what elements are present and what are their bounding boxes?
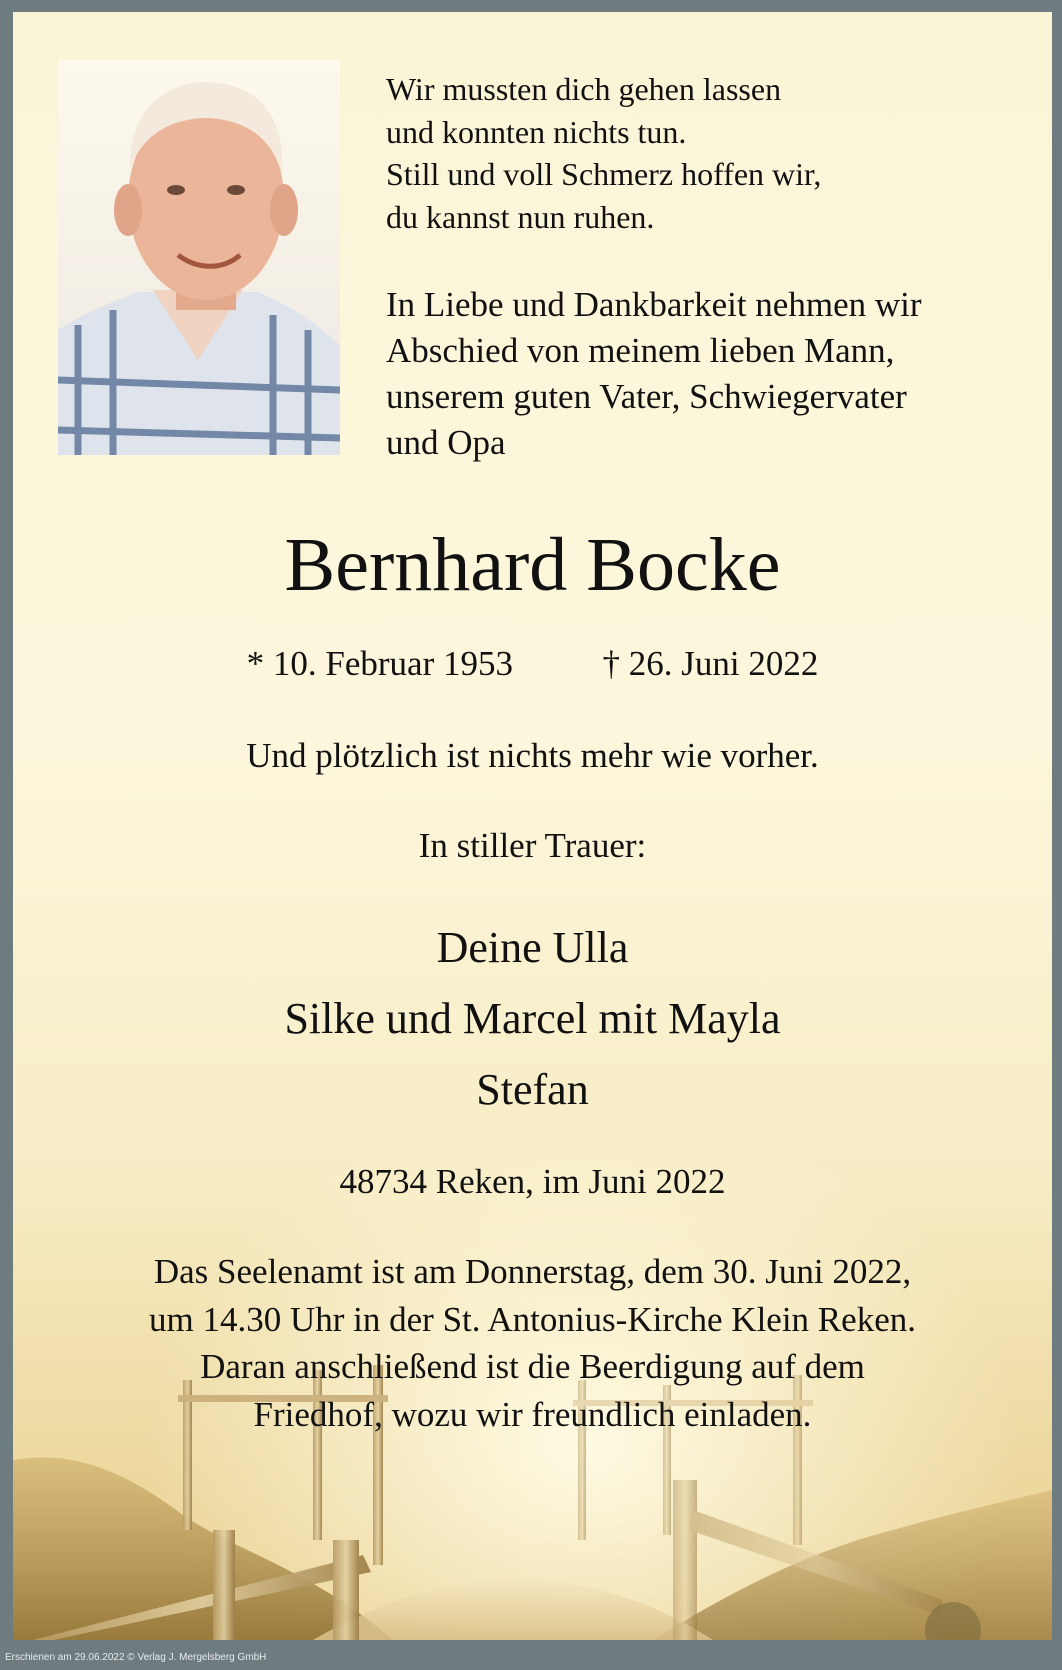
motto-text: Und plötzlich ist nichts mehr wie vorher. <box>246 736 819 775</box>
family-member: Stefan <box>476 1065 589 1114</box>
poem-line: du kannst nun ruhen. <box>386 198 655 235</box>
farewell-text <box>386 282 922 466</box>
poem-line: Still und voll Schmerz hoffen wir, <box>386 156 822 192</box>
life-dates <box>13 642 1052 686</box>
deceased-name: Bernhard Bocke <box>284 523 781 607</box>
family-member: Silke und Marcel mit Mayla <box>284 994 781 1043</box>
poem-text <box>386 68 821 238</box>
mourning-heading: In stiller Trauer: <box>418 826 647 865</box>
service-info <box>13 1248 1052 1438</box>
birth-date: * 10. Februar 1953 <box>246 644 513 683</box>
service-line: Friedhof, wozu wir freundlich einladen. <box>253 1394 812 1434</box>
farewell-line: Abschied von meinem lieben Mann, <box>386 331 895 370</box>
farewell-line: und Opa <box>386 423 506 462</box>
portrait-photo <box>58 60 340 455</box>
publication-credit: Erschienen am 29.06.2022 © Verlag J. Mergelsberg GmbH <box>5 1652 267 1663</box>
place-date: 48734 Reken, im Juni 2022 <box>339 1162 726 1201</box>
service-line: Das Seelenamt ist am Donnerstag, dem 30. Juni 2022, <box>153 1252 912 1291</box>
poem-line: Wir mussten dich gehen lassen <box>386 71 782 107</box>
family-list <box>13 912 1052 1125</box>
portrait-illustration <box>58 60 340 455</box>
poem-line: und konnten nichts tun. <box>386 113 687 150</box>
service-line: um 14.30 Uhr in der St. Antonius-Kirche Klein Reken. <box>149 1299 916 1339</box>
obituary-card <box>13 12 1052 1640</box>
service-line: Daran anschließend ist die Beerdigung auf dem <box>200 1347 865 1386</box>
death-date: † 26. Juni 2022 <box>602 644 819 683</box>
farewell-line: unserem guten Vater, Schwiegervater <box>386 377 907 416</box>
farewell-line: In Liebe und Dankbarkeit nehmen wir <box>386 285 922 324</box>
family-member: Deine Ulla <box>436 923 629 972</box>
